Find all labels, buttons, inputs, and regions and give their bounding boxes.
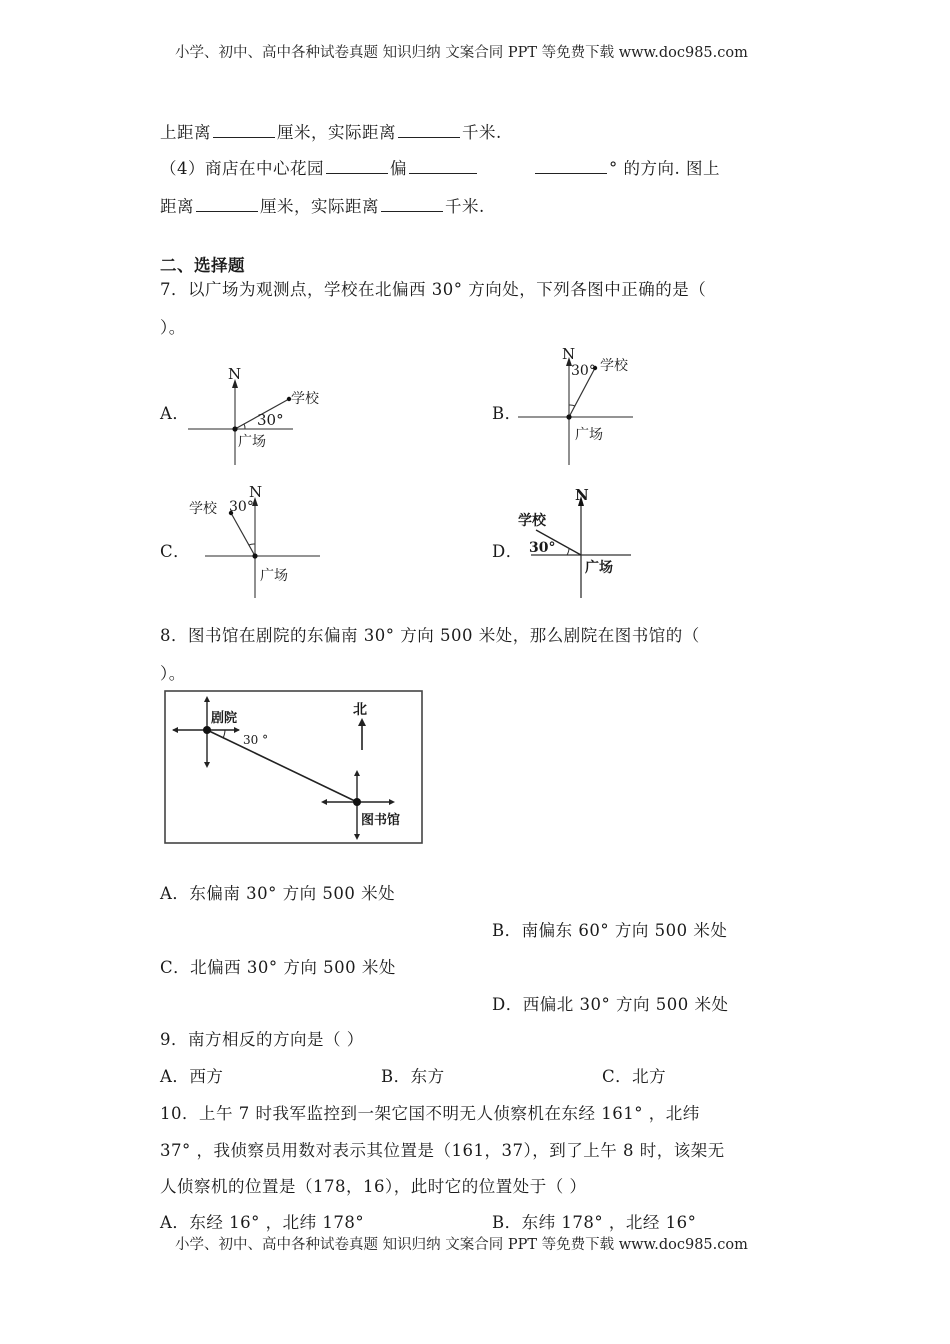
text: 千米. <box>462 123 502 142</box>
carry-over-line-3 <box>160 193 485 217</box>
answer-blank[interactable] <box>213 123 275 138</box>
page-header: 小学、初中、高中各种试卷真题 知识归纳 文案合同 PPT 等免费下载 www.doc985.com <box>175 45 748 61</box>
q9-option-c[interactable]: C．北方 <box>602 1067 667 1086</box>
svg-text:30°: 30° <box>529 540 556 556</box>
svg-text:北: 北 <box>353 702 367 718</box>
text: ° 的方向. 图上 <box>609 159 720 178</box>
question-10-line-2: 37° ，我侦察员用数对表示其位置是（161，37），到了上午 8 时，该架无 <box>160 1141 725 1160</box>
answer-blank[interactable] <box>409 159 477 174</box>
q8-option-b[interactable]: B．南偏东 60° 方向 500 米处 <box>492 921 728 940</box>
svg-text:30°: 30° <box>229 499 254 515</box>
q8-option-a[interactable]: A．东偏南 30° 方向 500 米处 <box>160 884 396 903</box>
question-10-line-1: 10．上午 7 时我军监控到一架它国不明无人侦察机在东经 161° ，北纬 <box>160 1104 700 1123</box>
page-footer: 小学、初中、高中各种试卷真题 知识归纳 文案合同 PPT 等免费下载 www.doc985.com <box>175 1237 748 1253</box>
q10-option-b[interactable]: B．东纬 178° ，北经 16° <box>492 1213 697 1232</box>
answer-blank[interactable] <box>326 159 388 174</box>
answer-blank[interactable] <box>398 123 460 138</box>
svg-text:30°: 30° <box>571 363 596 379</box>
svg-text:N: N <box>228 365 242 383</box>
q7-option-b-label[interactable]: B． <box>492 404 522 423</box>
q9-option-b[interactable]: B．东方 <box>381 1067 445 1086</box>
q7-option-d-label[interactable]: D． <box>492 542 523 561</box>
svg-text:广场: 广场 <box>575 427 603 443</box>
answer-blank[interactable] <box>196 197 258 212</box>
question-7-text: 7．以广场为观测点，学校在北偏西 30° 方向处，下列各图中正确的是（ <box>160 280 707 299</box>
svg-text:广场: 广场 <box>238 434 266 450</box>
text: 偏 <box>390 159 407 178</box>
question-4-line <box>160 155 720 179</box>
svg-text:图书馆: 图书馆 <box>361 813 401 828</box>
text: 距离 <box>160 197 194 216</box>
question-7-text-end: ）。 <box>160 318 186 337</box>
svg-text:学校: 学校 <box>291 391 319 407</box>
question-9-text: 9．南方相反的方向是（ ） <box>160 1030 364 1049</box>
q7-option-c-diagram <box>185 480 345 600</box>
svg-text:学校: 学校 <box>600 358 628 374</box>
question-8-text-end: ）。 <box>160 664 186 683</box>
question-10-line-3: 人侦察机的位置是（178，16），此时它的位置处于（ ） <box>160 1177 587 1196</box>
svg-text:N: N <box>249 483 263 501</box>
svg-text:剧院: 剧院 <box>211 711 238 726</box>
q7-option-b-diagram <box>515 345 675 470</box>
svg-text:30°: 30° <box>257 411 284 429</box>
answer-blank[interactable] <box>381 197 443 212</box>
answer-blank[interactable] <box>535 159 607 174</box>
question-8-text: 8．图书馆在剧院的东偏南 30° 方向 500 米处，那么剧院在图书馆的（ <box>160 626 700 645</box>
svg-text:N: N <box>575 486 589 504</box>
text: （4）商店在中心花园 <box>160 159 324 178</box>
svg-text:广场: 广场 <box>260 568 288 584</box>
q8-option-d[interactable]: D．西偏北 30° 方向 500 米处 <box>492 995 729 1014</box>
text: 上距离 <box>160 123 211 142</box>
svg-text:广场: 广场 <box>585 560 613 576</box>
q7-option-c-label[interactable]: C． <box>160 542 191 561</box>
text: 千米. <box>445 197 485 216</box>
svg-text:学校: 学校 <box>189 501 217 517</box>
q10-option-a[interactable]: A．东经 16° ，北纬 178° <box>160 1213 365 1232</box>
q8-map-figure <box>163 690 425 845</box>
text: 厘米，实际距离 <box>260 197 379 216</box>
carry-over-line-1 <box>160 119 502 143</box>
q9-option-a[interactable]: A．西方 <box>160 1067 224 1086</box>
section-title: 二、选择题 <box>160 256 245 275</box>
svg-text:30 °: 30 ° <box>243 733 269 747</box>
q7-option-a-label[interactable]: A． <box>160 404 190 423</box>
svg-text:学校: 学校 <box>518 513 546 529</box>
q8-option-c[interactable]: C．北偏西 30° 方向 500 米处 <box>160 958 396 977</box>
svg-text:N: N <box>562 345 576 363</box>
text: 厘米，实际距离 <box>277 123 396 142</box>
q7-option-d-diagram <box>515 480 675 600</box>
q7-option-a-diagram <box>185 365 335 470</box>
